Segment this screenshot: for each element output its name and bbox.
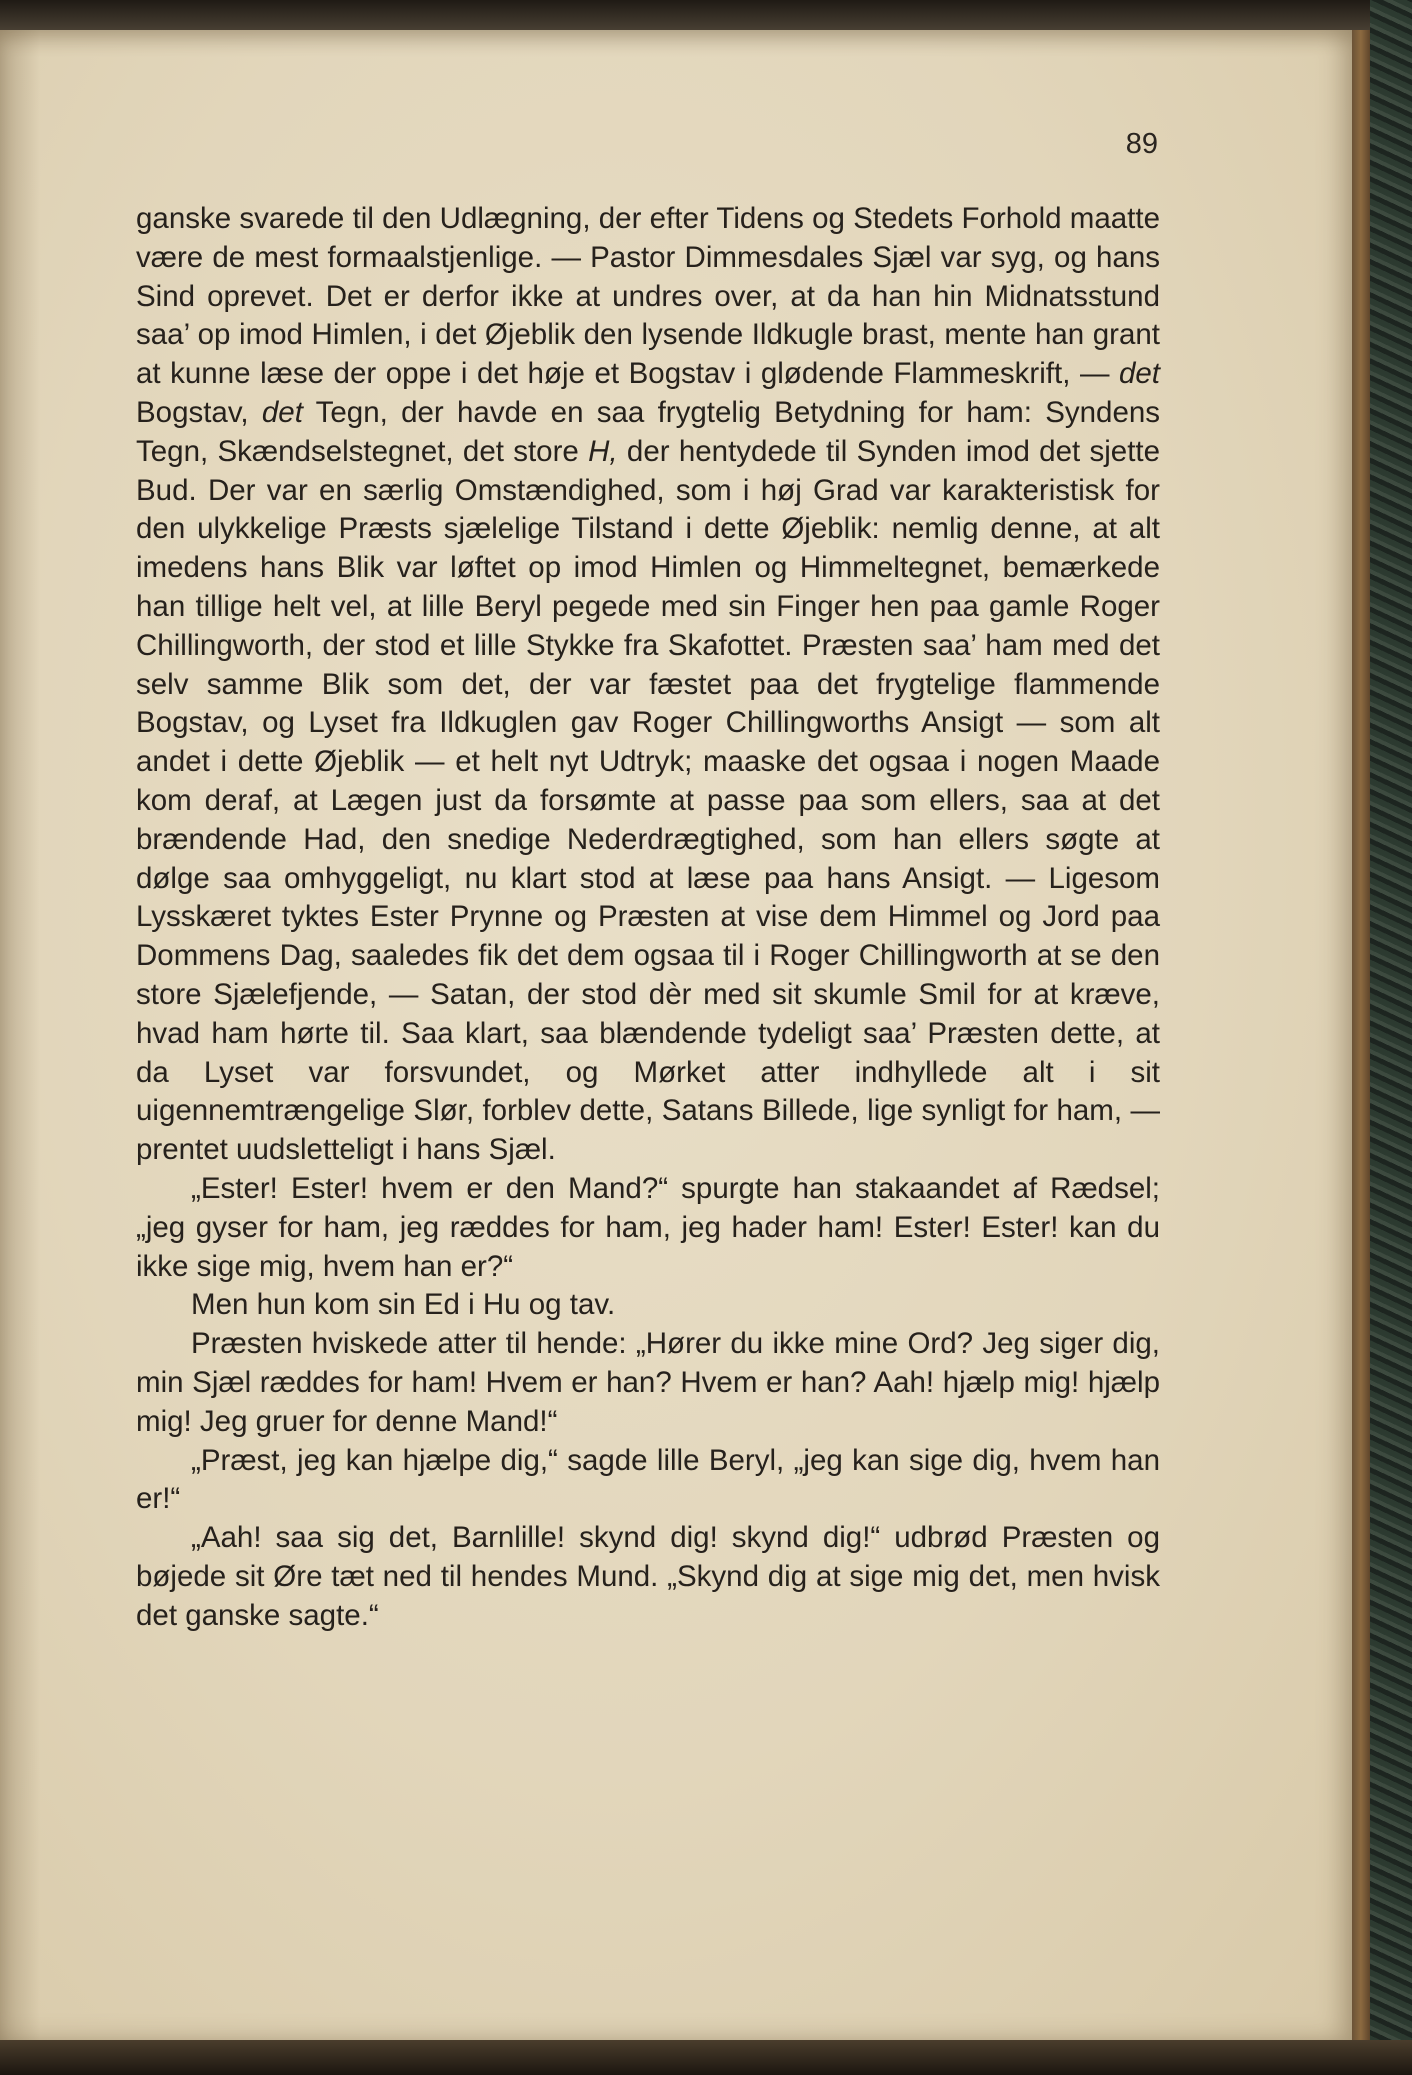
gutter-shadow (0, 30, 40, 2040)
italic-text: det (261, 395, 303, 429)
text-segment: Tegn, der havde en saa frygtelig Betydning for ham: Syndens Tegn, Skændselstegnet, det store (136, 395, 1161, 468)
book-top-edge (0, 0, 1412, 32)
text-segment: der hentydede til Synden imod det sjette Bud. Der var en særlig Omstændighed, som i høj Grad var karakteristisk for den ulykkelige Præsts sjælelige Tilstand i dette Øjeblik: nemlig denne, at alt imedens hans Blik var løftet op imod Himlen og Himmeltegnet, bemærkede han tillige helt vel, at lille Beryl pegede med sin Finger hen paa gamle Roger Chillingworth, der stod et lille Stykke fra Skafottet. Præsten saa’ ham med det selv samme Blik som det, der var fæstet paa det frygtelige flammende Bogstav, og Lyset fra Ildkuglen gav Roger Chillingworths Ansigt — som alt andet i dette Øjeblik — et helt nyt Udtryk; maaske det ogsaa i nogen Maade kom deraf, at Lægen just da forsømte at passe paa som ellers, saa at det brændende Had, den snedige Nederdrægtighed, som han ellers søgte at dølge saa omhyggeligt, nu klart stod at læse paa hans Ansigt. — Ligesom Lysskæret tyktes Ester Prynne og Præsten at vise dem Himmel og Jord paa Dommens Dag, saaledes fik det dem ogsaa til i Roger Chillingworth at se den store Sjælefjende, — Satan, der stod dèr med sit skumle Smil for at kræve, hvad ham hørte til. Saa klart, saa blændende tydeligt saa’ Præsten dette, at da Lyset var forsvundet, og Mørket atter indhyllede alt i sit uigennemtrængelige Slør, forblev dette, Satans Billede, lige synligt for ham, — prentet uudsletteligt i hans Sjæl. (136, 434, 1160, 1167)
paragraph (136, 1286, 1160, 1325)
text-segment: Bogstav, (136, 395, 262, 429)
marbled-cover-edge (1370, 0, 1412, 2075)
text-segment: „Aah! saa sig det, Barnlille! skynd dig! skynd dig!“ udbrød Præsten og bøjede sit Øre tæt ned til hendes Mund. „Skynd dig at sige mig det, men hvisk det ganske sagte.“ (136, 1521, 1160, 1632)
paragraph (136, 1519, 1160, 1635)
text-segment: „Ester! Ester! hvem er den Mand?“ spurgte han stakaandet af Rædsel; „jeg gyser for ham, jeg ræddes for ham, jeg hader ham! Ester! Ester! kan du ikke sige mig, hvem han er?“ (136, 1171, 1160, 1283)
text-segment: „Præst, jeg kan hjælpe dig,“ sagde lille Beryl, „jeg kan sige dig, hvem han er!“ (136, 1443, 1160, 1516)
text-segment: Men hun kom sin Ed i Hu og tav. (191, 1288, 616, 1322)
book-bottom-edge (0, 2040, 1412, 2075)
italic-text: det (1118, 357, 1160, 391)
text-segment: ganske svarede til den Udlægning, der efter Tidens og Stedets Forhold maatte være de mest formaalstjenlige. — Pastor Dimmesdales Sjæl var syg, og hans Sind oprevet. Det er derfor ikke at undres over, at da han hin Midnatsstund saa’ op imod Himlen, i det Øjeblik den lysende Ildkugle brast, mente han grant at kunne læse der oppe i det høje et Bogstav i glødende Flammeskrift, — (136, 202, 1160, 391)
page-number: 89 (1125, 128, 1158, 160)
paragraph (136, 1442, 1160, 1520)
text-segment: Præsten hviskede atter til hende: „Hører du ikke mine Ord? Jeg siger dig, min Sjæl ræddes for ham! Hvem er han? Hvem er han? Aah! hjælp mig! hjælp mig! Jeg gruer for denne Mand!“ (136, 1327, 1160, 1438)
italic-text: H, (588, 434, 618, 468)
paragraph (136, 1170, 1160, 1286)
paragraph (136, 1325, 1160, 1441)
paragraph (136, 200, 1160, 1170)
body-text (136, 200, 1160, 1635)
